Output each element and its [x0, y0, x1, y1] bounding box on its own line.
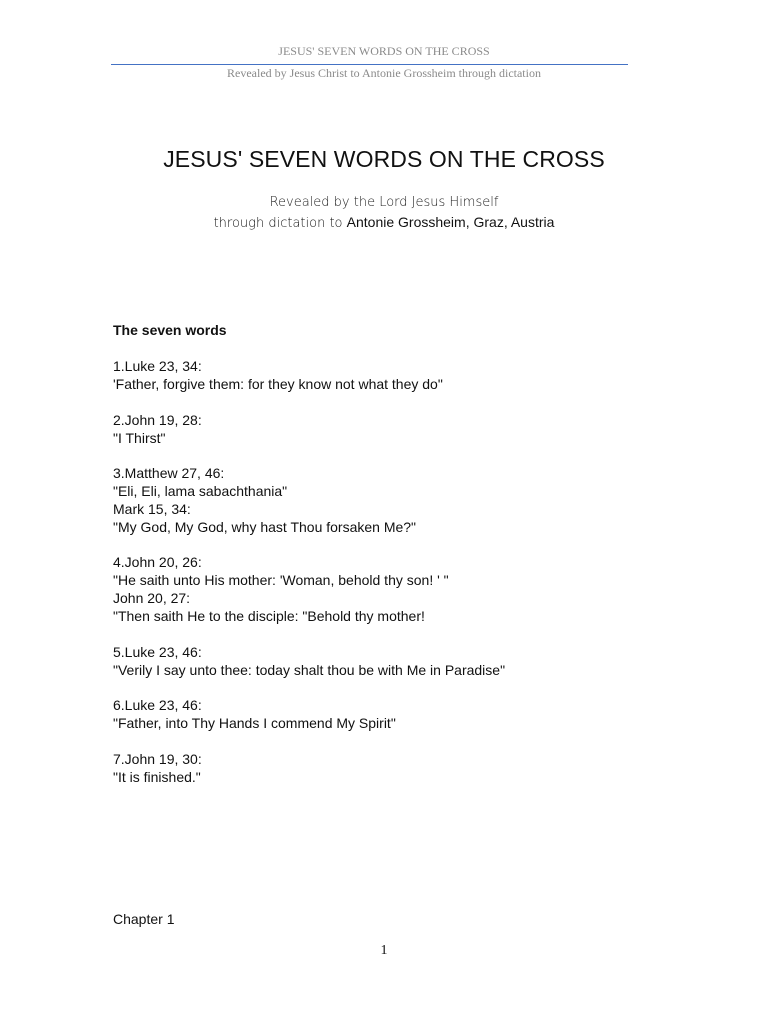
word-3-secondary-reference: Mark 15, 34: — [113, 501, 191, 517]
word-4-quote: "He saith unto His mother: 'Woman, behold thy son! ' " — [113, 572, 449, 588]
word-3-quote: "Eli, Eli, lama sabachthania" — [113, 483, 288, 499]
word-6-quote: "Father, into Thy Hands I commend My Spirit" — [113, 715, 396, 731]
word-4-reference: 4.John 20, 26: — [113, 554, 202, 570]
word-2-quote: "I Thirst" — [113, 430, 166, 446]
running-header-subtitle: Revealed by Jesus Christ to Antonie Grossheim through dictation — [227, 66, 541, 80]
word-4-secondary-reference: John 20, 27: — [113, 590, 191, 606]
word-7-reference: 7.John 19, 30: — [113, 751, 202, 767]
word-2-reference: 2.John 19, 28: — [113, 412, 202, 428]
word-1-quote: 'Father, forgive them: for they know not what they do" — [113, 376, 443, 392]
document-subtitle-revealed: Revealed by the Lord Jesus Himself — [269, 195, 499, 210]
page-number: 1 — [380, 943, 388, 958]
word-5-quote: "Verily I say unto thee: today shalt thou be with Me in Paradise" — [113, 662, 506, 678]
document-title: JESUS' SEVEN WORDS ON THE CROSS — [163, 146, 605, 172]
word-7-quote: "It is finished." — [113, 769, 201, 785]
subtitle-prefix: through dictation to — [213, 216, 347, 231]
subtitle-author-name: Antonie Grossheim, Graz, Austria — [346, 214, 555, 230]
header-divider — [111, 64, 628, 65]
document-subtitle-author — [0, 214, 768, 231]
word-6-reference: 6.Luke 23, 46: — [113, 697, 202, 713]
word-4-secondary-quote: "Then saith He to the disciple: "Behold thy mother! — [113, 608, 425, 624]
word-3-secondary-quote: "My God, My God, why hast Thou forsaken Me?" — [113, 519, 417, 535]
chapter-heading: Chapter 1 — [113, 911, 175, 927]
running-header-title: JESUS' SEVEN WORDS ON THE CROSS — [278, 44, 490, 58]
word-3-reference: 3.Matthew 27, 46: — [113, 465, 225, 481]
word-5-reference: 5.Luke 23, 46: — [113, 644, 202, 660]
word-1-reference: 1.Luke 23, 34: — [113, 358, 202, 374]
section-heading: The seven words — [113, 322, 227, 338]
